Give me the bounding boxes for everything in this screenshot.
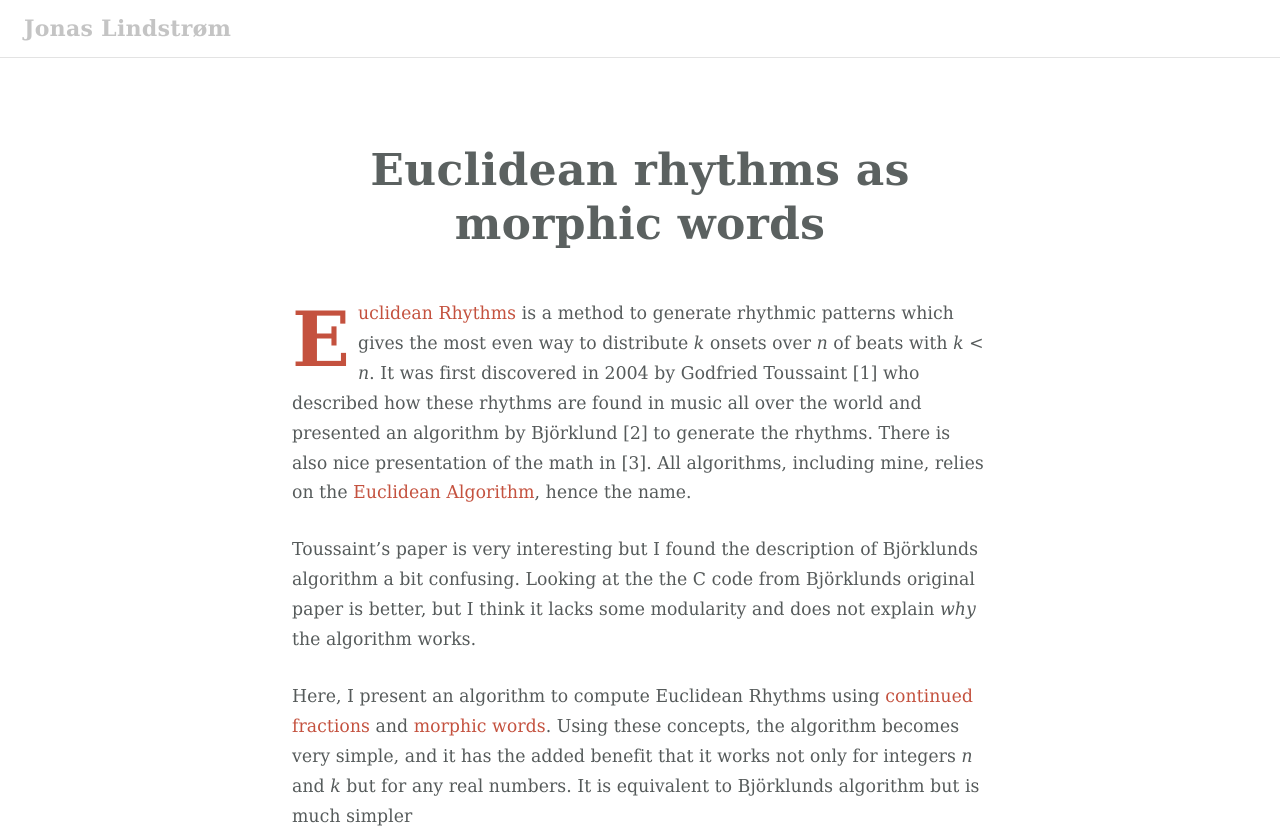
math-k: k (330, 776, 341, 797)
math-n: n (816, 333, 828, 354)
euclidean-rhythms-link[interactable]: uclidean Rhythms (357, 304, 517, 324)
morphic-words-link[interactable]: morphic words (413, 716, 546, 737)
paragraph-toussaint: Toussaint’s paper is very interesting but I found the description of Björklunds algorithm a bit confusing. Looking at the the C code from Björklunds original paper is better, but I think it lacks some modularity and does not explain why the algorithm works. (292, 540, 979, 651)
site-header (0, 0, 1280, 58)
article (292, 144, 988, 833)
drop-cap: E (292, 295, 350, 384)
paragraph-present: Here, I present an algorithm to compute Euclidean Rhythms using continued fractions and morphic words. Using these concepts, the algorithm becomes very simple, and it has the added benefit that it works not only for integers n and k but for any real numbers. It is equivalent to Björklunds algorithm but is much simpler (292, 686, 980, 827)
math-n: n (961, 746, 973, 767)
site-title-link[interactable]: Jonas Lindstrøm (24, 15, 232, 42)
euclidean-algorithm-link[interactable]: Euclidean Algorithm (353, 483, 535, 504)
math-inequality: k < n (357, 333, 984, 384)
emphasis-why: why (939, 600, 976, 621)
page-title: Euclidean rhythms as morphic words (370, 145, 910, 250)
paragraph-intro: Euclidean Rhythms is a method to generate rhythmic patterns which gives the most even way to distribute k onsets over n of beats with k < n. It was first discovered in 2004 by Godfried Toussaint [1] who described how these rhythms are found in music all over the world and presented an algorithm by Björklund [2] to generate the rhythms. There is also nice presentation of the math in [3]. All algorithms, including mine, relies on the Euclidean Algorithm, hence the name. (292, 295, 984, 504)
math-k: k (693, 333, 705, 354)
continued-fractions-link[interactable]: continued fractions (292, 686, 973, 737)
